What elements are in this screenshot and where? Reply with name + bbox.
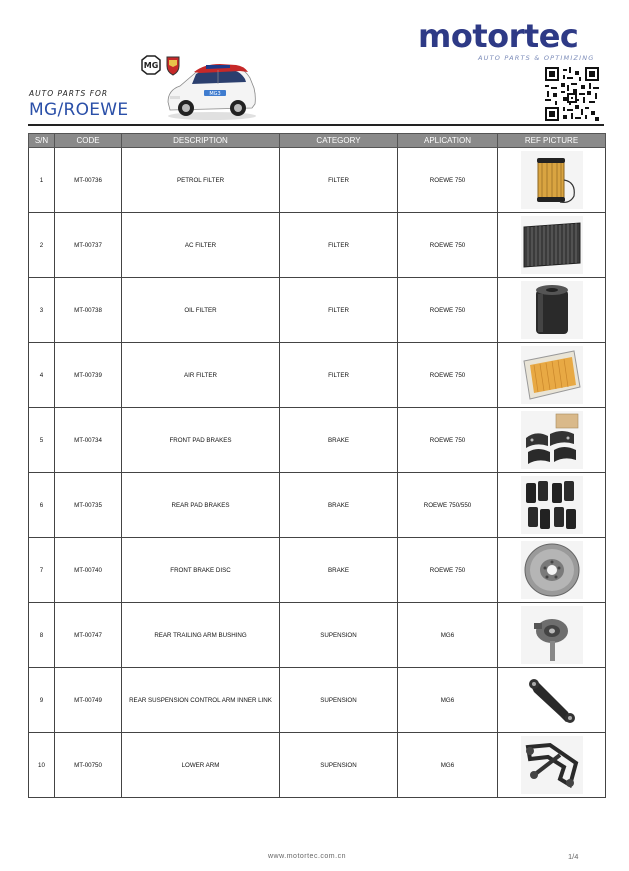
cell-category: FILTER	[280, 343, 398, 408]
fuel-filter-icon	[520, 150, 584, 210]
cell-sn: 6	[29, 473, 55, 538]
cell-category: SUPENSION	[280, 733, 398, 798]
cell-sn: 7	[29, 538, 55, 603]
cell-sn: 8	[29, 603, 55, 668]
column-header-sn: S/N	[29, 134, 55, 148]
cell-picture	[498, 733, 606, 798]
mg-badge-text: MG	[143, 61, 159, 70]
cell-application: ROEWE 750	[398, 538, 498, 603]
cell-category: FILTER	[280, 213, 398, 278]
car-image	[160, 52, 260, 122]
cell-code: MT-00750	[55, 733, 122, 798]
bushing-icon	[520, 605, 584, 665]
brand-tagline: AUTO PARTS & OPTIMIZING	[478, 54, 595, 62]
cell-application: MG6	[398, 603, 498, 668]
control-link-icon	[520, 670, 584, 730]
parts-table	[28, 133, 606, 798]
cell-picture	[498, 343, 606, 408]
cell-category: BRAKE	[280, 473, 398, 538]
cell-category: BRAKE	[280, 538, 398, 603]
cell-description: OIL FILTER	[122, 278, 280, 343]
cell-code: MT-00736	[55, 148, 122, 213]
oil-filter-icon	[520, 280, 584, 340]
table-row	[29, 668, 606, 733]
cell-code: MT-00747	[55, 603, 122, 668]
cell-code: MT-00737	[55, 213, 122, 278]
cell-application: ROEWE 750	[398, 343, 498, 408]
brake-disc-icon	[520, 540, 584, 600]
cell-sn: 2	[29, 213, 55, 278]
cell-sn: 1	[29, 148, 55, 213]
cell-picture	[498, 668, 606, 733]
column-header-application: APLICATION	[398, 134, 498, 148]
air-filter-icon	[520, 345, 584, 405]
cell-picture	[498, 213, 606, 278]
footer-website: www.motortec.com.cn	[268, 853, 346, 860]
cell-application: MG6	[398, 668, 498, 733]
table-row	[29, 213, 606, 278]
cell-sn: 4	[29, 343, 55, 408]
cell-sn: 5	[29, 408, 55, 473]
table-row	[29, 473, 606, 538]
cabin-filter-icon	[520, 215, 584, 275]
cell-code: MT-00740	[55, 538, 122, 603]
cell-description: REAR PAD BRAKES	[122, 473, 280, 538]
cell-category: SUPENSION	[280, 668, 398, 733]
cell-picture	[498, 603, 606, 668]
cell-application: ROEWE 750	[398, 148, 498, 213]
table-row	[29, 408, 606, 473]
cell-description: PETROL FILTER	[122, 148, 280, 213]
cell-description: AIR FILTER	[122, 343, 280, 408]
subtitle: AUTO PARTS FOR	[29, 89, 109, 98]
rear-brake-pads-icon	[520, 475, 584, 535]
cell-description: AC FILTER	[122, 213, 280, 278]
lower-arm-icon	[520, 735, 584, 795]
cell-description: FRONT BRAKE DISC	[122, 538, 280, 603]
cell-category: FILTER	[280, 148, 398, 213]
cell-description: REAR TRAILING ARM BUSHING	[122, 603, 280, 668]
cell-picture	[498, 538, 606, 603]
cell-application: ROEWE 750	[398, 278, 498, 343]
cell-code: MT-00738	[55, 278, 122, 343]
motortec-logo: motortec	[418, 17, 579, 55]
cell-code: MT-00749	[55, 668, 122, 733]
cell-application: MG6	[398, 733, 498, 798]
page-number: 1/4	[568, 852, 579, 861]
cell-application: ROEWE 750/550	[398, 473, 498, 538]
cell-category: SUPENSION	[280, 603, 398, 668]
cell-sn: 10	[29, 733, 55, 798]
table-row	[29, 603, 606, 668]
cell-code: MT-00739	[55, 343, 122, 408]
cell-picture	[498, 148, 606, 213]
column-header-description: DESCRIPTION	[122, 134, 280, 148]
cell-picture	[498, 278, 606, 343]
table-row	[29, 343, 606, 408]
qr-code-icon	[545, 67, 599, 121]
table-row	[29, 278, 606, 343]
page-header	[0, 0, 629, 130]
column-header-category: CATEGORY	[280, 134, 398, 148]
cell-code: MT-00735	[55, 473, 122, 538]
cell-code: MT-00734	[55, 408, 122, 473]
cell-description: REAR SUSPENSION CONTROL ARM INNER LINK	[122, 668, 280, 733]
cell-category: BRAKE	[280, 408, 398, 473]
table-row	[29, 538, 606, 603]
cell-description: LOWER ARM	[122, 733, 280, 798]
column-header-ref-picture: REF PICTURE	[498, 134, 606, 148]
column-header-code: CODE	[55, 134, 122, 148]
cell-category: FILTER	[280, 278, 398, 343]
cell-application: ROEWE 750	[398, 408, 498, 473]
header-divider	[28, 124, 604, 126]
table-header-row	[29, 134, 606, 148]
cell-picture	[498, 408, 606, 473]
table-row	[29, 148, 606, 213]
cell-sn: 9	[29, 668, 55, 733]
cell-sn: 3	[29, 278, 55, 343]
page-title: MG/ROEWE	[29, 100, 129, 120]
brake-pads-icon	[520, 410, 584, 470]
cell-application: ROEWE 750	[398, 213, 498, 278]
car-door-text: MG3	[209, 91, 221, 97]
cell-description: FRONT PAD BRAKES	[122, 408, 280, 473]
cell-picture	[498, 473, 606, 538]
table-row	[29, 733, 606, 798]
